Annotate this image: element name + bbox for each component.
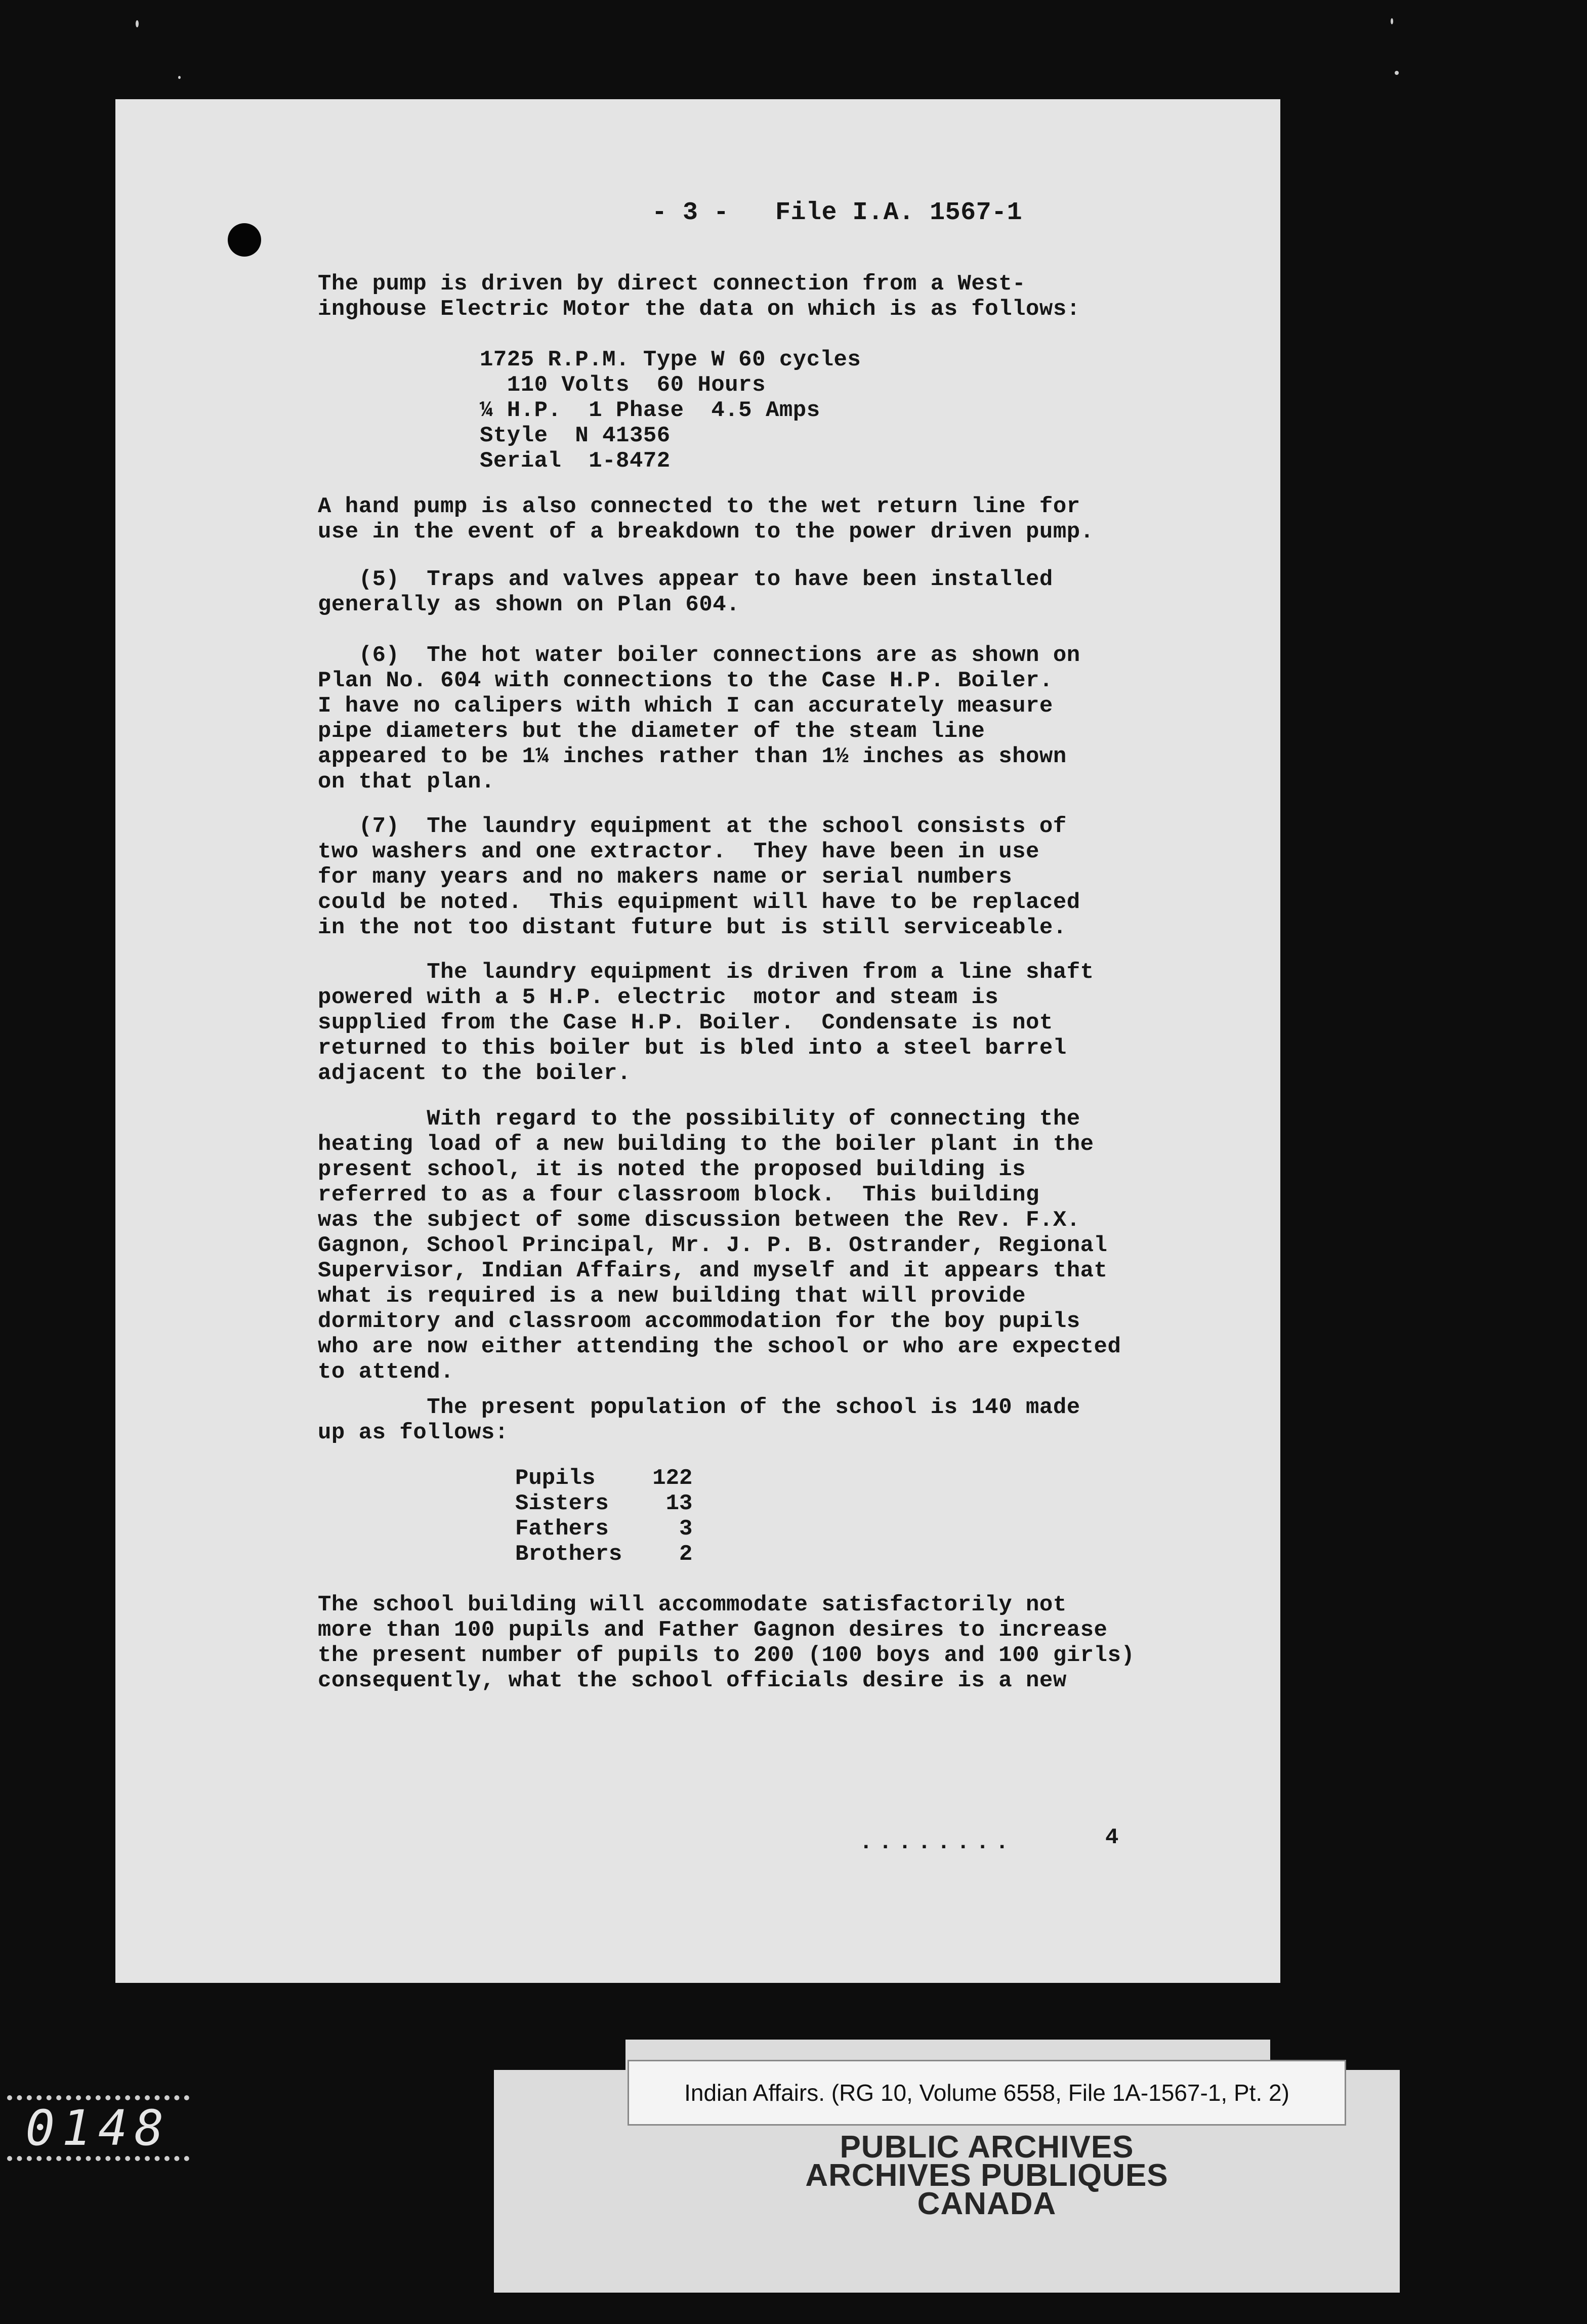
archive-stamp [628, 2130, 1346, 2221]
table-row [515, 1466, 692, 1491]
punch-hole [228, 223, 261, 257]
table-row [515, 1542, 692, 1567]
paragraph-5: (5) Traps and valves appear to have been installed generally as shown on Plan 604. [318, 567, 1053, 617]
film-speck [1395, 71, 1399, 75]
paragraph-laundry: The laundry equipment is driven from a line shaft powered with a 5 H.P. electric motor and steam is supplied from the Case H.P. Boiler. Condensate is not returned to this boiler but is bled into a steel barrel adjacent to the boiler. [318, 960, 1094, 1086]
paragraph-pump: The pump is driven by direct connection from a West- inghouse Electric Motor the data on which is as follows: [318, 271, 1080, 322]
film-speck [136, 20, 139, 27]
paragraph-regard: With regard to the possibility of connecting the heating load of a new building to the boiler plant in the present school, it is noted the proposed building is referred to as a four classroom block. This building was the subject of some discussion between the Rev. F.X. Gagnon, School Principal, Mr. J. P. B. Ostrander, Regional Supervisor, Indian Affairs, and myself and it appears that what is required is a new building that will provide dormitory and classroom accommodation for the boy pupils who are now either attending the school or who are expected to attend. [318, 1106, 1121, 1385]
population-label: Brothers [515, 1542, 622, 1567]
page-header: - 3 - File I.A. 1567-1 [652, 198, 1023, 227]
population-count: 13 [665, 1491, 693, 1516]
next-page-number: 4 [1105, 1825, 1119, 1850]
frame-number [7, 2095, 189, 2161]
paragraph-final: The school building will accommodate satisfactorily not more than 100 pupils and Father Gagnon desires to increase the present number of pupils to 200 (100 boys and 100 girls) consequently, what the school officials desire is a new [318, 1592, 1135, 1693]
archive-reference-text: Indian Affairs. (RG 10, Volume 6558, File 1A-1567-1, Pt. 2) [684, 2080, 1289, 2106]
table-row [515, 1516, 692, 1542]
population-table [515, 1466, 692, 1567]
motor-data-block: 1725 R.P.M. Type W 60 cycles 110 Volts 60 Hours ¼ H.P. 1 Phase 4.5 Amps Style N 41356 Serial 1-8472 [480, 347, 861, 474]
continuation-dots: ........ [859, 1830, 1015, 1855]
archive-reference [628, 2060, 1346, 2126]
paragraph-population: The present population of the school is 140 made up as follows: [318, 1395, 1080, 1445]
population-label: Pupils [515, 1466, 596, 1491]
document-page [115, 99, 1280, 1983]
table-row [515, 1491, 692, 1516]
archive-line-2: ARCHIVES PUBLIQUES [805, 2158, 1168, 2193]
population-count: 2 [679, 1542, 693, 1567]
population-label: Sisters [515, 1491, 609, 1516]
population-count: 122 [652, 1466, 693, 1491]
film-speck [1391, 18, 1393, 24]
paragraph-6: (6) The hot water boiler connections are as shown on Plan No. 604 with connections to the Case H.P. Boiler. I have no calipers with which I can accurately measure pipe diameters but the diameter of the steam line appeared to be 1¼ inches rather than 1½ inches as shown on that plan. [318, 643, 1080, 795]
population-label: Fathers [515, 1516, 609, 1542]
paragraph-hand-pump: A hand pump is also connected to the wet return line for use in the event of a breakdown to the power driven pump. [318, 494, 1094, 545]
film-speck [178, 76, 181, 79]
frame-number-text: 0148 [25, 2100, 171, 2156]
archive-line-1: PUBLIC ARCHIVES [840, 2130, 1134, 2165]
population-count: 3 [679, 1516, 693, 1542]
archive-line-3: CANADA [917, 2186, 1057, 2221]
label-notch [494, 2040, 625, 2070]
paragraph-7: (7) The laundry equipment at the school consists of two washers and one extractor. They have been in use for many years and no makers name or serial numbers could be noted. This equipment will have to be replaced in the not too distant future but is still serviceable. [318, 814, 1080, 940]
